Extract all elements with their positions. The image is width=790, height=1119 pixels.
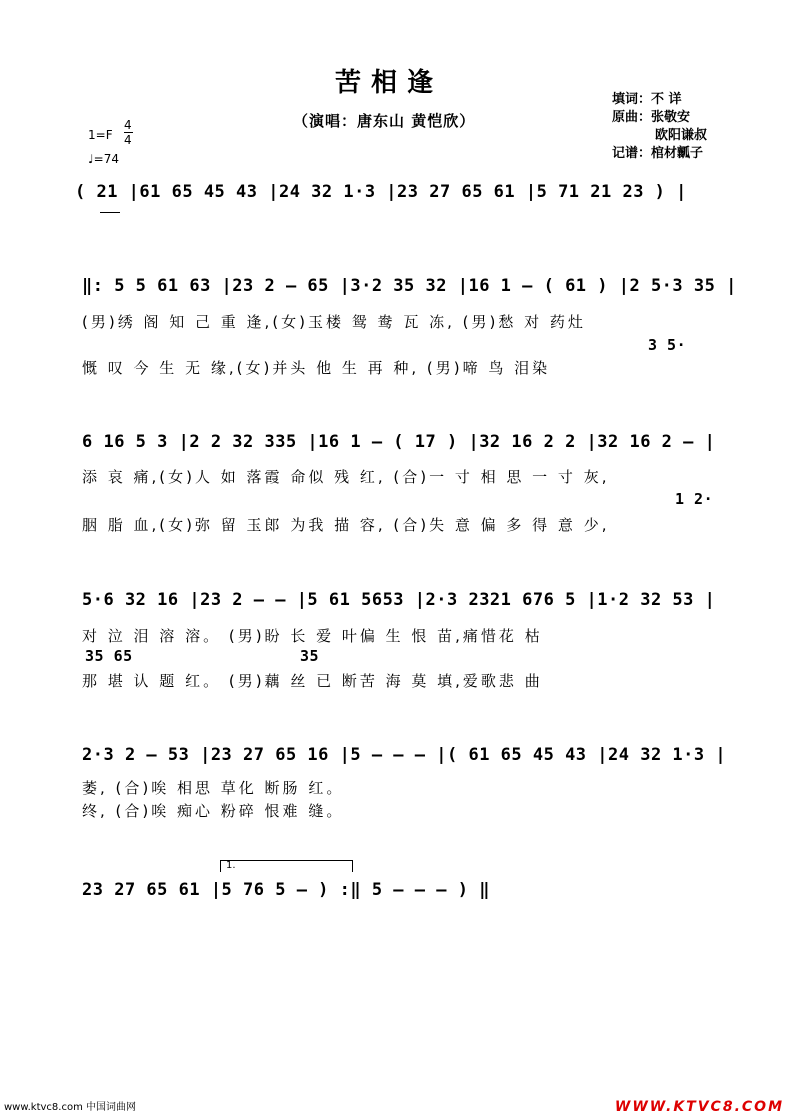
system-1-notes: ( 21 |61 65 45 43 |24 32 1·3 |23 27 65 61 |5 71 21 23 ) | [75, 182, 687, 202]
system-6-notes: 23 27 65 61 |5 76 5 – ) :‖ 5 – – – ) ‖ [82, 880, 490, 900]
underline-mark [100, 212, 120, 213]
tempo-marking: ♩=74 [88, 152, 119, 166]
key-signature: 1=F [88, 128, 113, 142]
time-signature-top: 4 [124, 118, 132, 132]
system-2-lyrics-verse-2: 慨 叹 今 生 无 缘,(女)并头 他 生 再 种, (男)啼 鸟 泪染 [82, 359, 551, 377]
performers-subtitle: （演唱：唐东山 黄恺欣） [293, 112, 476, 130]
transcriber-label: 记谱： [612, 146, 652, 161]
volta-bracket-left [220, 860, 221, 872]
system-2-notes: ‖: 5 5 61 63 |23 2 – 65 |3·2 35 32 |16 1 – ( 61 ) |2 5·3 35 | [82, 276, 737, 296]
lyricist-value: 不 详 [651, 92, 682, 107]
composer-credit-2: 欧阳谦叔 [655, 128, 708, 143]
system-3-notes: 6 16 5 3 |2 2 32 335 |16 1 – ( 17 ) |32 16 2 2 |32 16 2 – | [82, 432, 716, 452]
composer-label: 原曲： [612, 110, 652, 125]
system-4-above-notes-1: 35 65 [85, 647, 133, 665]
system-5-lyrics-verse-1: 萎, (合)唉 相思 草化 断肠 红。 [82, 779, 345, 797]
composer-credit [612, 106, 690, 125]
system-4-above-notes-2: 35 [300, 647, 320, 665]
system-4-notes: 5·6 32 16 |23 2 – – |5 61 5653 |2·3 2321 676 5 |1·2 32 53 | [82, 590, 716, 610]
time-signature-bottom: 4 [124, 133, 132, 147]
volta-bracket-right [352, 860, 353, 872]
system-3-lyrics-verse-2: 胭 脂 血,(女)弥 留 玉郎 为我 描 容, (合)失 意 偏 多 得 意 少, [82, 516, 610, 534]
volta-bracket [220, 860, 352, 861]
system-3-above-notes: 1 2· [675, 490, 714, 508]
transcriber-credit [612, 142, 703, 161]
volta-number: 1. [226, 860, 236, 871]
system-4-lyrics-verse-1: 对 泣 泪 溶 溶。 (男)盼 长 爱 叶偏 生 恨 苗,痛惜花 枯 [82, 627, 543, 645]
lyricist-label: 填词： [612, 92, 652, 107]
system-3-lyrics-verse-1: 添 哀 痛,(女)人 如 落霞 命似 残 红, (合)一 寸 相 思 一 寸 灰, [82, 468, 610, 486]
system-2-lyrics-verse-1: (男)绣 阁 知 己 重 逢,(女)玉楼 鸳 鸯 瓦 冻, (男)愁 对 药灶 [82, 313, 586, 331]
system-5-notes: 2·3 2 – 53 |23 27 65 16 |5 – – – |( 61 65 45 43 |24 32 1·3 | [82, 745, 727, 765]
system-2-above-notes: 3 5· [648, 336, 687, 354]
footer-site-right: WWW.KTVC8.COM [614, 1099, 784, 1115]
composer-value-1: 张敬安 [651, 110, 691, 125]
system-4-lyrics-verse-2: 那 堪 认 题 红。 (男)藕 丝 已 断苦 海 莫 填,爱歌悲 曲 [82, 672, 543, 690]
system-5-lyrics-verse-2: 终, (合)唉 痴心 粉碎 恨难 缝。 [82, 802, 345, 820]
lyricist-credit [612, 88, 682, 107]
page-title: 苦相逢 [335, 68, 444, 98]
transcriber-value: 棺材瓤子 [651, 146, 704, 161]
footer-site-left: www.ktvc8.com 中国词曲网 [4, 1102, 137, 1113]
